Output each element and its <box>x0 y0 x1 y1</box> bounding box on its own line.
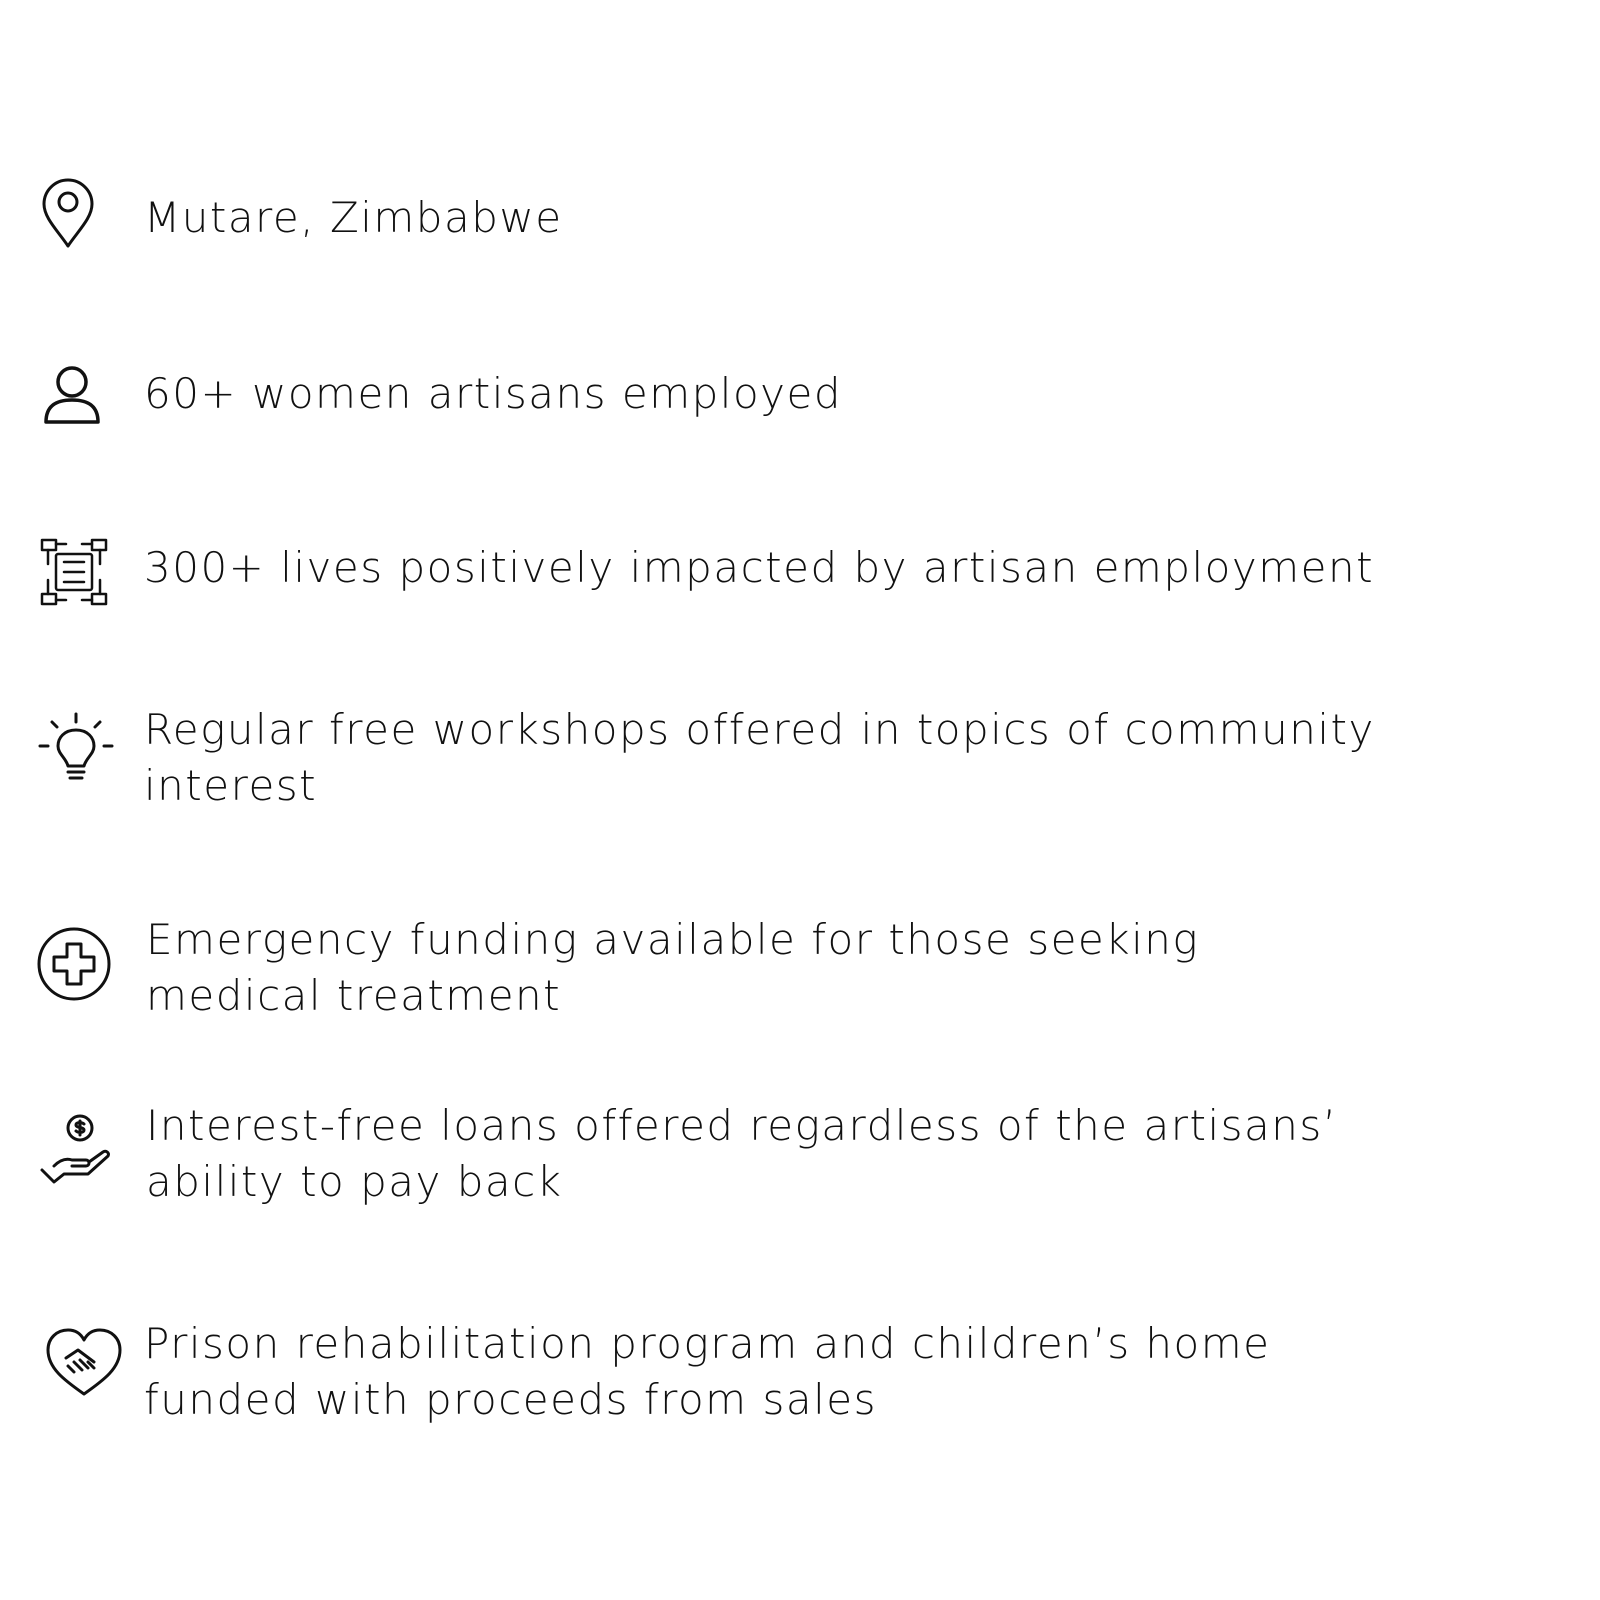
impact-item-line: interest <box>144 761 318 810</box>
impact-item-line: Mutare, Zimbabwe <box>144 193 563 242</box>
impact-item-line: Interest-free loans offered regardless of the artisans’ <box>146 1101 1338 1150</box>
impact-item-line: 60+ women artisans employed <box>144 369 843 418</box>
location-pin-icon <box>28 176 108 256</box>
impact-item-line: medical treatment <box>146 971 562 1020</box>
heart-handshake-icon <box>44 1322 124 1402</box>
impact-item-line: Prison rehabilitation program and children’s home <box>144 1319 1271 1368</box>
hand-coin-icon <box>36 1112 116 1192</box>
impact-item-line: ability to pay back <box>146 1157 563 1206</box>
impact-item-line: Emergency funding available for those seeking <box>146 915 1200 964</box>
medical-cross-icon <box>34 924 114 1004</box>
impact-item-line: Regular free workshops offered in topics of community <box>144 705 1375 754</box>
person-icon <box>32 362 112 442</box>
impact-item-line: funded with proceeds from sales <box>144 1375 877 1424</box>
joined-hands-icon <box>34 532 114 612</box>
impact-item-line: 300+ lives positively impacted by artisan employment <box>144 543 1375 592</box>
lightbulb-icon <box>36 708 116 788</box>
